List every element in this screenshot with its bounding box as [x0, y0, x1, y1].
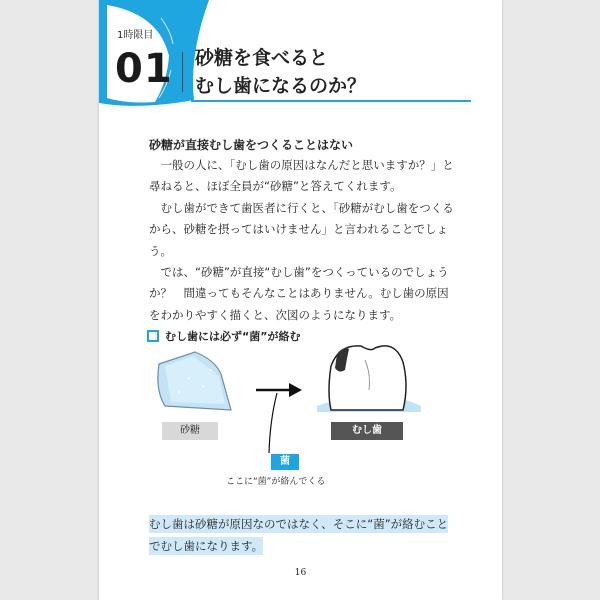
chapter-title: [195, 44, 366, 100]
summary-highlight: [149, 513, 459, 557]
section-heading: 砂糖が直接むし歯をつくることはない: [149, 138, 354, 152]
figure-drawing: [99, 340, 502, 490]
number-divider: [182, 52, 183, 92]
body-text: [149, 155, 459, 326]
chapter-title-line2: むし歯になるのか？: [195, 75, 367, 97]
chapter-number: 01: [115, 46, 173, 92]
arrow-right-icon: [256, 383, 302, 397]
page-number: 16: [294, 568, 307, 578]
sugar-label: 砂糖: [162, 422, 218, 440]
germ-label: 菌: [271, 454, 299, 470]
book-page: [99, 0, 502, 600]
summary-text: むし歯は砂糖が原因なのではなく、そこに“菌”が絡むことでむし歯になります。: [149, 517, 449, 553]
paragraph: むし歯ができて歯医者に行くと、「砂糖がむし歯をつくるから、砂糖を摂ってはいけません」と言われることでしょう。: [149, 200, 454, 258]
decayed-tooth-icon: [317, 346, 421, 412]
paragraph: では、“砂糖”が直接“むし歯”をつくっているのでしょうか？ 間違ってもそんなことはありません。むし歯の原因をわかりやすく描くと、次図のようになります。: [149, 265, 449, 322]
lesson-label: 1時限目: [117, 30, 154, 41]
chapter-title-line1: 砂糖を食べると: [195, 47, 329, 69]
figure: [99, 340, 502, 490]
germ-pointer-line: [269, 393, 277, 453]
title-underline: [191, 100, 471, 102]
sugar-crystal-icon: [158, 352, 231, 410]
figure-heading-text: むし歯には必ず“菌”が絡む: [165, 330, 301, 343]
tooth-decay-label: むし歯: [331, 422, 403, 440]
germ-caption: ここに“菌”が絡んでくる: [226, 477, 326, 487]
paragraph: 一般の人に、「むし歯の原因はなんだと思いますか？」と尋ねると、ほぼ全員が“砂糖”と答えてくれます。: [149, 158, 454, 194]
